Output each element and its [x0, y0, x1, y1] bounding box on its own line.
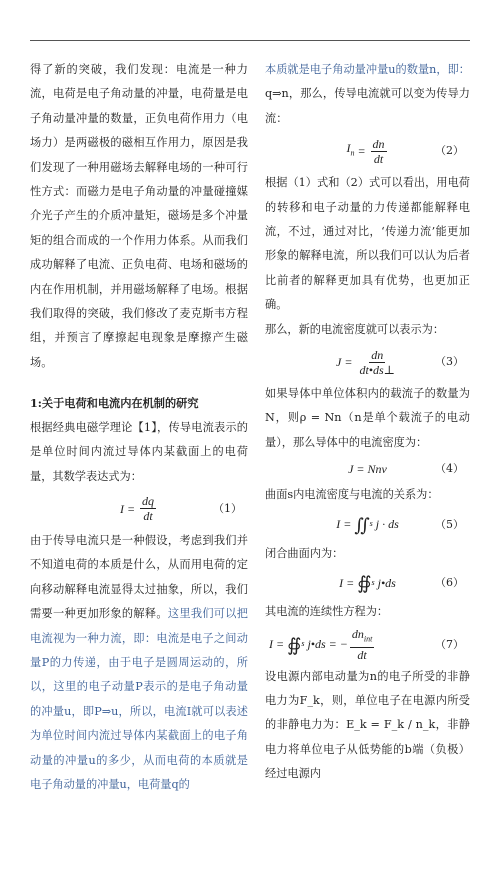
right-column	[265, 58, 470, 787]
right-para-3: 那么，新的电流密度就可以表示为：	[265, 322, 445, 336]
right-para-7: 其电流的连续性方程为：	[265, 605, 389, 619]
equation-2: $I_n$ = $\frac{dn}{dt}$ （2）	[346, 136, 464, 166]
equation-6-label: （6）	[435, 575, 464, 589]
equation-4: J = Nnv （4）	[265, 455, 470, 483]
equation-4-label: （4）	[435, 462, 464, 476]
section-heading: 1:关于电荷和电流内在机制的研究	[30, 396, 199, 411]
left-para-2: 根据经典电磁学理论【1】，传导电流表示的是单位时间内流过导体内某截面上的电荷量，其数学表达式为：	[30, 420, 248, 483]
left-para-1: 得了新的突破，我们发现：电流是一种力流，电荷是电子角动量的冲量，电荷量是电子角动量冲量的数量，正负电荷作用力（电场力）是两磁极的磁相互作用力，原因是我们发现了一种用磁场去解释电场的一种可行性方式：而磁力是电子角动量的冲量碰撞媒介光子产生的介质冲量矩，磁场是多个冲量矩的组合而成的一个作用力体系。从而我们成功解释了电流、正负电荷、电场和磁场的内在作用机制，并用磁场解释了电场。根据我们取得的突破，我们修改了麦克斯韦方程组，并预言了摩擦起电现象是摩擦产生磁场。	[30, 63, 248, 369]
right-para-1: 本质就是电子角动量冲量u的数量n，即：q⇒n，那么，传导电流就可以变为传导力流：	[265, 63, 470, 125]
equation-1-label: （1）	[213, 501, 242, 515]
equation-5-label: （5）	[435, 517, 464, 531]
right-para-5: 曲面s内电流密度与电流的关系为：	[265, 488, 439, 502]
top-rule	[30, 40, 470, 41]
left-para-3: 由于传导电流只是一种假设，考虑到我们并不知道电荷的本质是什么，从而用电荷的定向移动解释电流显得太过抽象，所以，我们需要一种更加形象的解释。这里我们可以把电流视为一种力流，即：电流是电子之间动量P的力传递，由于电子是圆周运动的，所以，这里的电子动量P表示的是电子角动量的冲量u，即P⇒u，所以，电流I就可以表述为单位时间内流过导体内某截面上的电子角动量的冲量u的多少，从而电荷的本质就是电子角动量的冲量u，电荷量q的	[30, 533, 248, 791]
equation-6: I = ∯ s j•ds （6）	[265, 566, 470, 600]
equation-2-label: （2）	[435, 144, 464, 158]
equation-7: I = ∯ s j•ds = − $\frac{dn_{int}}{dt}$ （7）	[269, 627, 464, 662]
equation-7-label: （7）	[435, 637, 464, 651]
equation-1: I = $\frac{dq}{dt}$ （1）	[119, 494, 242, 524]
equation-3: J = $\frac{dn}{dt•ds\perp}$ （3）	[336, 347, 464, 377]
equation-3-label: （3）	[435, 354, 464, 368]
right-para-6: 闭合曲面内为：	[265, 546, 344, 560]
left-column	[30, 58, 248, 797]
left-para-3-highlight: 这里我们可以把电流视为一种力流，即：电流是电子之间动量P的力传递，由于电子是圆周运动的，所以，这里的电子动量P表示的是电子角动量的冲量u，即P⇒u，所以，电流I就可以表述为单位时间内流过导体内某截面上的电子角动量的冲量u的多少，从而电荷的本质就是电子角动量的冲量u，电荷量q的	[30, 607, 248, 791]
equation-5: I = ∬ s j · ds （5）	[265, 508, 470, 542]
right-para-4: 如果导体中单位体积内的载流子的数量为N，则ρ = Nn（n是单个载流子的电动量），那么导体中的电流密度为：	[265, 387, 470, 449]
right-para-2: 根据（1）式和（2）式可以看出，用电荷的转移和电子动量的力传递都能解释电流，不过，通过对比，‘传递力流’能更加形象的解释电流，所以我们可以认为后者比前者的解释更加具有优势，也更加正确。	[265, 176, 470, 312]
right-para-8: 设电源内部电动量为n的电子所受的非静电力为F_k，则，单位电子在电源内所受的非静电力为：E_k = F_k / n_k，非静电力将单位电子从低势能的b端（负极）经过电源内	[265, 669, 470, 781]
